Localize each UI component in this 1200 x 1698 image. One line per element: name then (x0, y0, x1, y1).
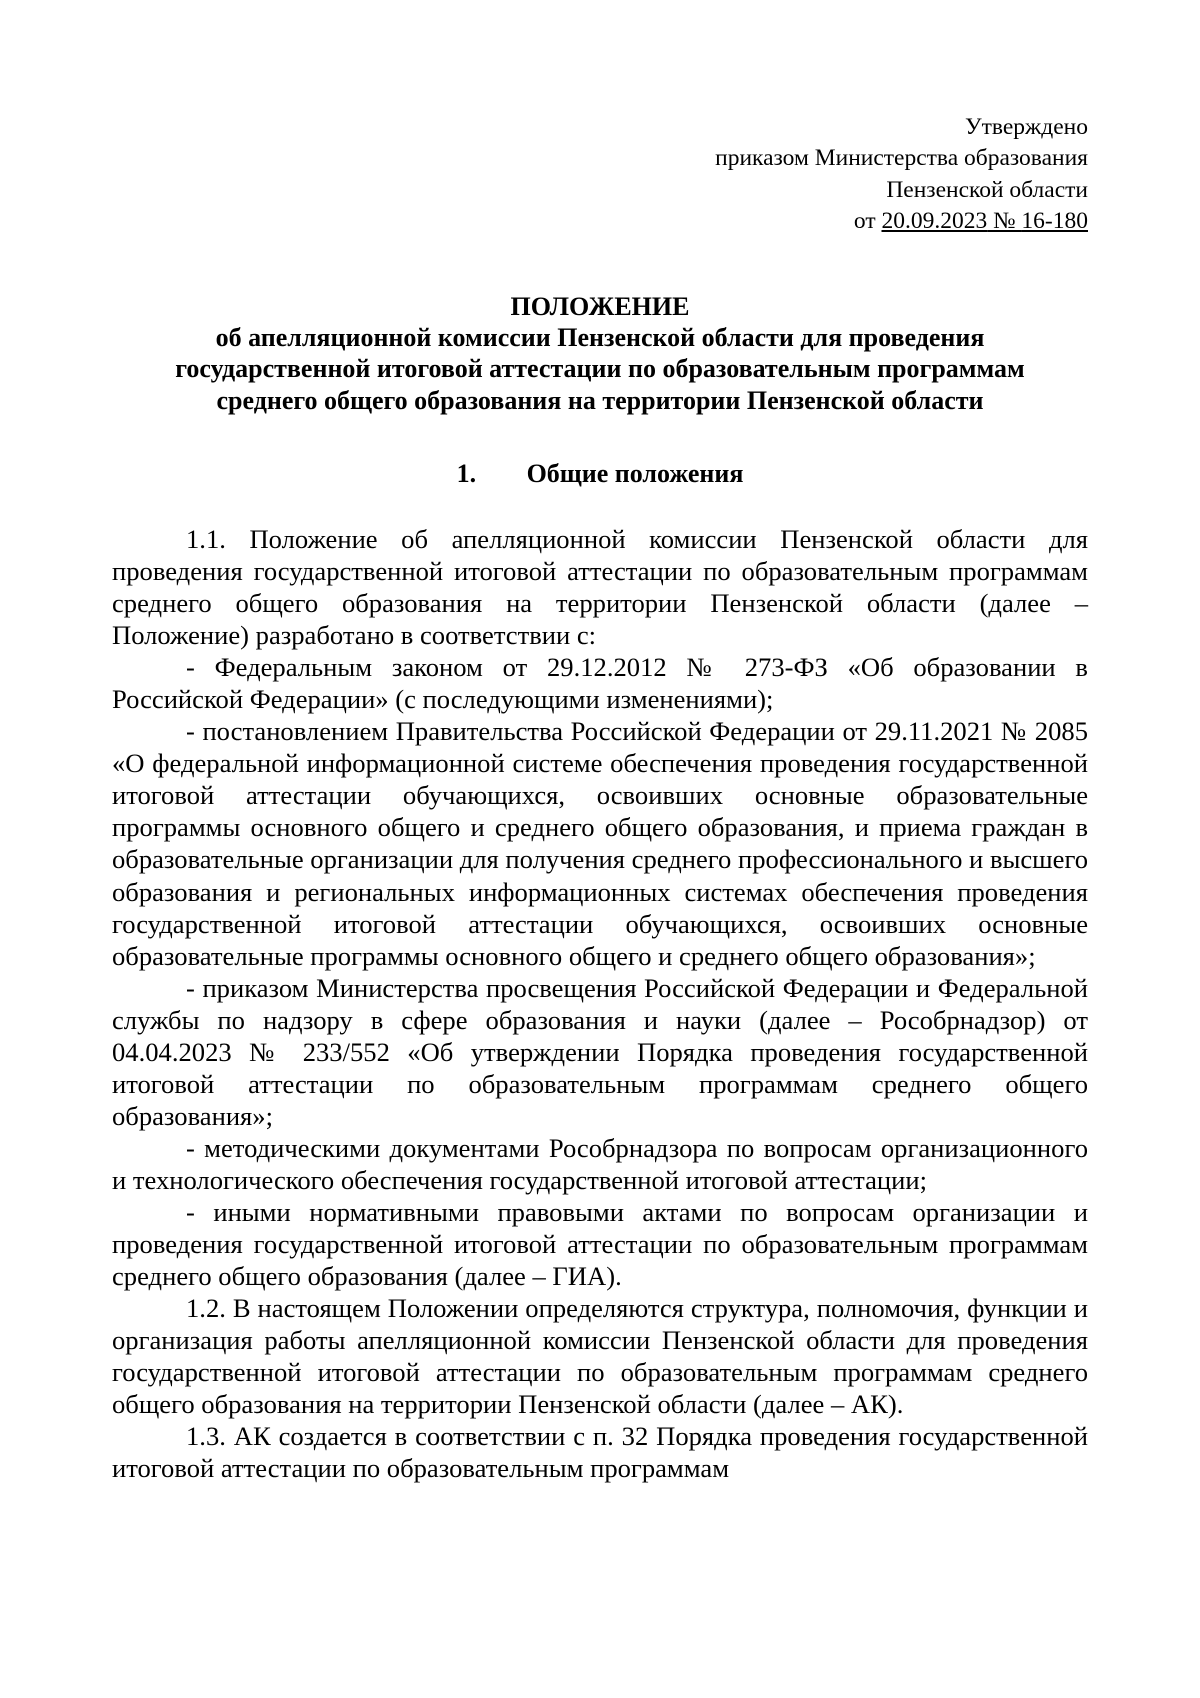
section-heading (112, 458, 1088, 490)
paragraph-1-2: 1.2. В настоящем Положении определяются структура, полномочия, функции и организация работы апелляционной комиссии Пензенской области для проведения государственной итоговой аттестации по образовательным программам среднего общего образования на территории Пензенской области (далее – АК). (112, 1293, 1088, 1420)
title-main: ПОЛОЖЕНИЕ (510, 292, 690, 321)
approval-prefix: от (853, 207, 882, 234)
approval-line-3: Пензенской области (886, 176, 1088, 203)
list-item-other-acts: - иными нормативными правовыми актами по вопросам организации и проведения государственной итоговой аттестации по образовательным программам среднего общего образования (далее – ГИА). (112, 1196, 1088, 1292)
approval-line-1: Утверждено (965, 114, 1088, 140)
document-body (112, 523, 1088, 1484)
approval-date: 20.09.2023 (881, 207, 988, 234)
document-title (112, 291, 1088, 416)
approval-number: 16-180 (1021, 207, 1088, 234)
title-line-3: среднего общего образования на территории Пензенской области (216, 385, 984, 415)
paragraph-1-1: 1.1. Положение об апелляционной комиссии Пензенской области для проведения государственной итоговой аттестации по образовательным программам среднего общего образования на территории Пензенской области (далее – Положение) разработано в соответствии с: (112, 524, 1088, 651)
approval-stamp (568, 112, 1088, 237)
approval-number-sign: № (987, 207, 1022, 234)
list-item-government-decree: - постановлением Правительства Российской Федерации от 29.11.2021 № 2085 «О федеральной информационной системе обеспечения проведения государственной итоговой аттестации обучающихся, освоивших основные образовательные программы основного общего и среднего общего образования, и приема граждан в образовательные организации для получения среднего профессионального и высшего образования и региональных информационных системах обеспечения проведения государственной итоговой аттестации обучающихся, освоивших основные образовательные программы основного общего и среднего общего образования»; (112, 716, 1088, 971)
approval-date-line (568, 206, 1088, 237)
section-number: 1. (456, 459, 477, 488)
paragraph-1-3: 1.3. АК создается в соответствии с п. 32 Порядка проведения государственной итоговой аттестации по образовательным программам (112, 1421, 1088, 1484)
list-item-federal-law: - Федеральным законом от 29.12.2012 № 273-ФЗ «Об образовании в Российской Федерации» (с последующими изменениями); (112, 652, 1088, 715)
section-title: Общие положения (526, 459, 744, 488)
list-item-methodical-documents: - методическими документами Рособрнадзора по вопросам организационного и технологического обеспечения государственной итоговой аттестации; (112, 1132, 1088, 1195)
approval-line-2: приказом Министерства образования (715, 145, 1088, 172)
title-line-2: государственной итоговой аттестации по образовательным программам (175, 354, 1025, 384)
title-line-1: об апелляционной комиссии Пензенской области для проведения (215, 323, 985, 353)
list-item-ministry-order: - приказом Министерства просвещения Российской Федерации и Федеральной службы по надзору в сфере образования и науки (далее – Рособрнадзор) от 04.04.2023 № 233/552 «Об утверждении Порядка проведения государственной итоговой аттестации по образовательным программам среднего общего образования»; (112, 972, 1088, 1131)
